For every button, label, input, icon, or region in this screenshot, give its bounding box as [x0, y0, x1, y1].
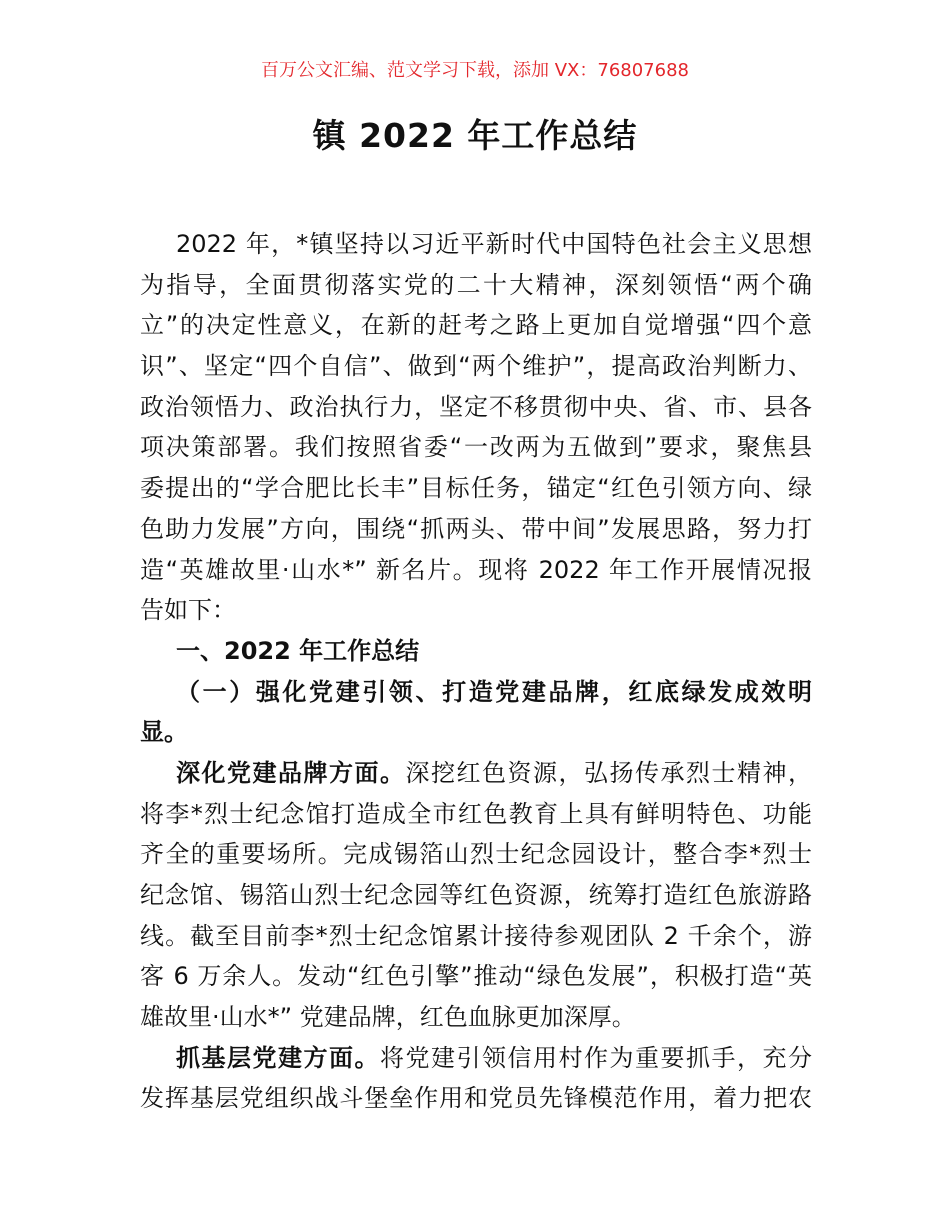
- paragraph-line: 造“英雄故里·山水*” 新名片。现将 2022 年工作开展情况报: [140, 555, 812, 584]
- paragraph-line: 为指导，全面贯彻落实党的二十大精神，深刻领悟“两个确: [140, 270, 812, 299]
- paragraph-line: [140, 1038, 812, 1079]
- paragraph-line: 识”、坚定“四个自信”、做到“两个维护”，提高政治判断力、: [140, 352, 812, 381]
- paragraph-line: 告如下：: [140, 596, 236, 625]
- document-body: [140, 224, 812, 1119]
- paragraph-text: 将党建引领信用村作为重要抓手，充分: [380, 1043, 812, 1072]
- subsection-heading: 显。: [140, 718, 188, 747]
- paragraph-lead: 深化党建品牌方面。: [176, 758, 406, 787]
- paragraph-line: 发挥基层党组织战斗堡垒作用和党员先锋模范作用，着力把农: [140, 1084, 812, 1113]
- section-heading: 一、2022 年工作总结: [176, 636, 420, 665]
- paragraph-line: 色助力发展”方向，围绕“抓两头、带中间”发展思路，努力打: [140, 514, 812, 543]
- paragraph-line: 委提出的“学合肥比长丰”目标任务，锚定“红色引领方向、绿: [140, 474, 812, 503]
- watermark-banner: 百万公文汇编、范文学习下载，添加 VX：76807688: [261, 60, 689, 81]
- paragraph-line: 齐全的重要场所。完成锡箔山烈士纪念园设计，整合李*烈士: [140, 840, 812, 869]
- paragraph-line: 政治领悟力、政治执行力，坚定不移贯彻中央、省、市、县各: [140, 392, 812, 421]
- paragraph-text: 深挖红色资源，弘扬传承烈士精神，: [405, 758, 812, 787]
- paragraph-line: 客 6 万余人。发动“红色引擎”推动“绿色发展”，积极打造“英: [140, 962, 812, 991]
- paragraph-line: 项决策部署。我们按照省委“一改两为五做到”要求，聚焦县: [140, 433, 812, 462]
- paragraph-line: 雄故里·山水*” 党建品牌，红色血脉更加深厚。: [140, 1003, 636, 1032]
- paragraph-line: 纪念馆、锡箔山烈士纪念园等红色资源，统筹打造红色旅游路: [140, 881, 812, 909]
- paragraph-line: 立”的决定性意义，在新的赶考之路上更加自觉增强“四个意: [140, 311, 812, 340]
- subsection-heading: （一）强化党建引领、打造党建品牌，红底绿发成效明: [176, 677, 812, 706]
- document-title: 镇 2022 年工作总结: [312, 116, 638, 155]
- paragraph-line: [140, 753, 812, 794]
- paragraph-line: 将李*烈士纪念馆打造成全市红色教育上具有鲜明特色、功能: [140, 799, 812, 828]
- paragraph-line: 2022 年，*镇坚持以习近平新时代中国特色社会主义思想: [176, 230, 812, 258]
- paragraph-lead: 抓基层党建方面。: [176, 1043, 380, 1072]
- paragraph-line: 线。截至目前李*烈士纪念馆累计接待参观团队 2 千余个，游: [140, 921, 812, 950]
